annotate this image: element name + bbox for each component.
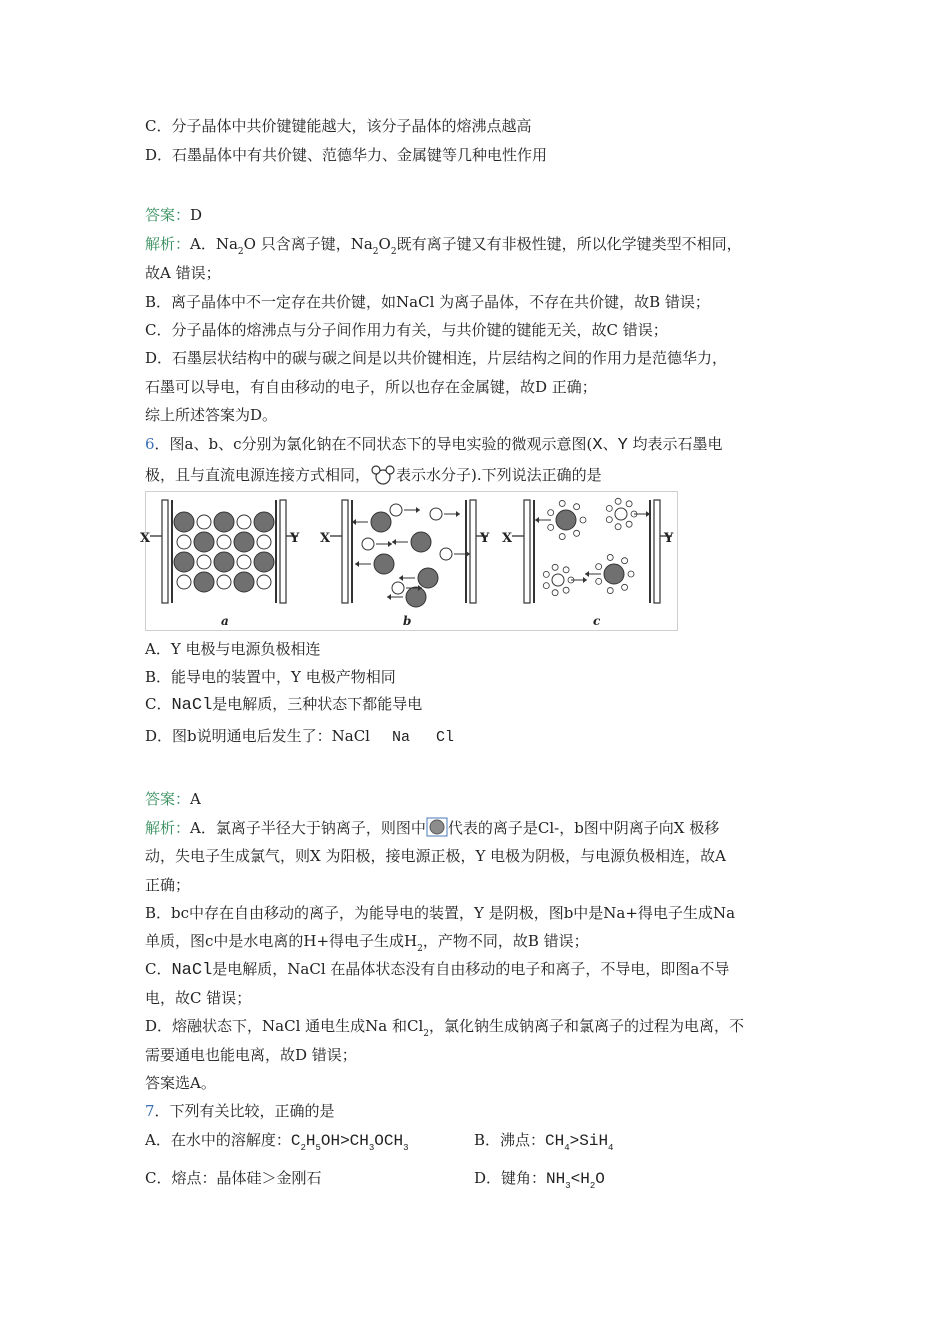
- subscript: 2: [423, 1029, 429, 1039]
- sodium-ion: [217, 575, 231, 589]
- question-number: 7: [145, 1102, 155, 1120]
- subscript: 2: [372, 247, 379, 257]
- q7-option-a: [145, 1130, 409, 1158]
- electrode-left: [162, 500, 168, 603]
- q5-analysis-d-line1: D．石墨层状结构中的碳与碳之间是以共价键相连，片层结构之间的作用力是范德华力，: [145, 349, 728, 367]
- q6-analysis-a-line3: 正确；: [145, 876, 191, 894]
- electrode-label-x: X: [320, 531, 331, 546]
- sub: 4: [608, 1143, 614, 1153]
- figure-canvas: [140, 492, 677, 630]
- q5-analysis-b: B．离子晶体中不一定存在共价键，如NaCl 为离子晶体，不存在共价键，故B 错误；: [145, 293, 710, 311]
- f: H: [305, 1132, 316, 1150]
- q6-option-a: A．Y 电极与电源负极相连: [145, 640, 321, 658]
- water-molecule: [548, 524, 554, 530]
- sodium-ion: [217, 535, 231, 549]
- electrode-label-x: X: [502, 531, 513, 546]
- chloride-ion: [194, 532, 214, 552]
- chloride-ion: [174, 512, 194, 532]
- text: C．: [145, 695, 172, 713]
- electrode-x: X: [592, 436, 603, 455]
- water-molecule: [615, 498, 621, 504]
- sodium-ion: [257, 535, 271, 549]
- arrowhead: [466, 551, 470, 557]
- q6-stem-line2: [145, 464, 602, 486]
- analysis-label: 解析：: [145, 235, 191, 253]
- conductivity-figure: [140, 491, 678, 631]
- sub: 4: [564, 1143, 570, 1153]
- f: NH: [546, 1170, 566, 1188]
- q6-analysis-c-line1: [145, 959, 729, 981]
- electrode-left-wire: [533, 500, 535, 603]
- water-molecule: [548, 510, 554, 516]
- chloride-ion: [254, 552, 274, 572]
- arrowhead: [387, 594, 391, 600]
- chloride-ion: [174, 552, 194, 572]
- q6-stem-line1: [145, 434, 723, 456]
- panel-label-b: b: [403, 614, 412, 628]
- electrode-left: [342, 500, 348, 603]
- chloride-ion: [406, 587, 426, 607]
- f: OH>CH: [320, 1132, 369, 1150]
- chloride-ion: [234, 572, 254, 592]
- sodium-ion: [177, 575, 191, 589]
- q5-analysis-c: C．分子晶体的熔沸点与分子间作用力有关，与共价键的键能无关，故C 错误；: [145, 321, 668, 339]
- electrode-left-wire: [171, 500, 173, 603]
- answer-label: 答案：: [145, 790, 191, 808]
- text: A．氯离子半径大于钠离子，则图中: [190, 819, 426, 837]
- water-molecule: [606, 517, 612, 523]
- electrode-right: [470, 500, 476, 603]
- text: 是电解质，三种状态下都能导电: [212, 695, 423, 713]
- text: 均表示石墨电: [627, 435, 723, 453]
- electrode-label-x: X: [140, 531, 151, 546]
- text: 表示水分子).下列说法正确的是: [396, 466, 602, 484]
- arrowhead: [456, 511, 460, 517]
- sodium-ion: [430, 508, 442, 520]
- chloride-ion: [194, 572, 214, 592]
- q6-option-c: [145, 694, 422, 716]
- sodium-ion: [390, 504, 402, 516]
- electrode-right-wire: [275, 500, 277, 603]
- sub: 3: [565, 1181, 571, 1191]
- sodium-ion: [362, 538, 374, 550]
- sub: 2: [300, 1143, 306, 1153]
- subscript: 2: [390, 247, 397, 257]
- q6-option-b: B．能导电的装置中，Y 电极产物相同: [145, 668, 396, 686]
- q6-analysis-a-line2: 动，失电子生成氯气，则X 为阳极，接电源正极，Y 电极为阴极，与电源负极相连，故A: [145, 847, 726, 865]
- sub: 3: [403, 1143, 409, 1153]
- q7-option-c: C．熔点：晶体硅＞金刚石: [145, 1169, 322, 1187]
- chloride-ion: [604, 564, 624, 584]
- q6-option-d: [145, 726, 454, 748]
- text: ，氯化钠生成钠离子和氯离子的过程为电离，不: [428, 1017, 744, 1035]
- sub: 3: [368, 1143, 375, 1153]
- formula: NaCl: [171, 961, 213, 980]
- water-molecule: [574, 530, 580, 536]
- water-molecule: [559, 500, 565, 506]
- q5-summary: 综上所述答案为D。: [145, 406, 278, 424]
- electrode-left-wire: [351, 500, 353, 603]
- f: CH: [545, 1132, 565, 1150]
- water-molecule: [626, 521, 632, 527]
- formula-d: [546, 1170, 605, 1191]
- q6-summary: 答案选A。: [145, 1074, 216, 1092]
- formula-na: Na: [391, 729, 410, 746]
- arrowhead: [583, 577, 587, 583]
- sodium-ion: [237, 555, 251, 569]
- q5-answer: [145, 205, 202, 225]
- text: D．图b说明通电后发生了：NaCl: [145, 727, 370, 745]
- electrode-label-y: Y: [480, 531, 490, 546]
- chloride-ion: [411, 532, 431, 552]
- f: OCH: [374, 1132, 404, 1150]
- sodium-ion: [615, 508, 627, 520]
- q6-analysis-d-line1: [145, 1016, 744, 1044]
- water-molecule: [563, 567, 569, 573]
- text: 单质，图c中是水电离的H+得电子生成H: [145, 932, 418, 950]
- f: >SiH: [569, 1132, 609, 1150]
- subscript: 2: [417, 944, 423, 954]
- electrode-y: Y: [617, 436, 628, 455]
- water-molecule: [606, 505, 612, 511]
- chloride-ion: [374, 554, 394, 574]
- text: D．熔融状态下，NaCl 通电生成Na 和Cl: [145, 1017, 424, 1035]
- q7-stem: [145, 1101, 335, 1121]
- text: 极，且与直流电源连接方式相同，: [145, 466, 371, 484]
- text: O 只含离子键，Na: [243, 235, 373, 253]
- f: O: [595, 1170, 605, 1188]
- water-molecule: [622, 584, 628, 590]
- arrowhead: [535, 517, 539, 523]
- q5-analysis-a: [145, 234, 742, 262]
- chloride-ion-icon: [426, 817, 448, 837]
- text: ，产物不同，故B 错误；: [422, 932, 589, 950]
- text: 代表的离子是Cl-，b图中阴离子向X 极移: [447, 819, 720, 837]
- chloride-ion: [371, 512, 391, 532]
- analysis-label: 解析：: [145, 819, 191, 837]
- q7-option-b: [474, 1130, 613, 1158]
- chloride-ion: [254, 512, 274, 532]
- text: A．在水中的溶解度：: [145, 1131, 291, 1149]
- q6-analysis-d-line2: 需要通电也能电离，故D 错误；: [145, 1046, 357, 1064]
- water-molecule: [607, 588, 613, 594]
- chloride-ion: [418, 568, 438, 588]
- electrode-right: [280, 500, 286, 603]
- sodium-ion: [392, 582, 404, 594]
- arrowhead: [392, 539, 396, 545]
- text: A．Na: [190, 235, 238, 253]
- formula-a: [290, 1132, 409, 1153]
- sodium-ion: [237, 515, 251, 529]
- sodium-ion: [552, 574, 564, 586]
- text: 、: [602, 435, 618, 453]
- chloride-ion: [214, 512, 234, 532]
- q5-analysis-a-line2: 故A 错误；: [145, 264, 221, 282]
- f: <H: [570, 1170, 590, 1188]
- panel-label-c: c: [593, 614, 601, 628]
- q5-option-c: C．分子晶体中共价键键能越大，该分子晶体的熔沸点越高: [145, 117, 532, 135]
- electrode-right: [654, 500, 660, 603]
- arrowhead: [388, 541, 392, 547]
- arrowhead: [399, 575, 403, 581]
- water-molecule: [615, 524, 621, 530]
- text: 既有离子键又有非极性键，所以化学键类型不相同，: [396, 235, 742, 253]
- water-molecule: [552, 564, 558, 570]
- formula-cl: Cl: [436, 729, 455, 746]
- arrowhead: [355, 561, 359, 567]
- arrowhead: [416, 507, 420, 513]
- question-number: 6: [145, 435, 155, 453]
- water-molecule: [607, 554, 613, 560]
- electrode-left: [524, 500, 530, 603]
- formula-b: [545, 1132, 614, 1153]
- water-molecule: [626, 501, 632, 507]
- water-molecule: [543, 583, 549, 589]
- electrode-label-y: Y: [290, 531, 300, 546]
- q7-option-d: [474, 1168, 605, 1196]
- sodium-ion: [197, 555, 211, 569]
- water-molecule: [628, 571, 634, 577]
- q6-answer: [145, 789, 201, 809]
- electrode-right-wire: [649, 500, 651, 603]
- water-molecule: [559, 534, 565, 540]
- q6-analysis-b-line1: B．bc中存在自由移动的离子，为能导电的装置，Y 是阴极，图b中是Na+得电子生成Na: [145, 904, 736, 922]
- q5-analysis-d-line2: 石墨可以导电，有自由移动的电子，所以也存在金属键，故D 正确；: [145, 378, 597, 396]
- text: 是电解质，NaCl 在晶体状态没有自由移动的电子和离子，不导电，即图a不导: [212, 960, 730, 978]
- water-molecule: [596, 564, 602, 570]
- f: C: [290, 1132, 301, 1150]
- water-molecule: [563, 587, 569, 593]
- water-molecule: [552, 590, 558, 596]
- sodium-ion: [257, 575, 271, 589]
- chloride-ion: [556, 510, 576, 530]
- text: ．图a、b、c分别为氯化钠在不同状态下的导电实验的微观示意图(: [154, 435, 593, 453]
- subscript: 2: [237, 247, 244, 257]
- water-molecule-icon: [370, 464, 396, 486]
- sodium-ion: [197, 515, 211, 529]
- q6-analysis-c-line2: 电，故C 错误；: [145, 989, 252, 1007]
- text: D．键角：: [474, 1169, 547, 1187]
- water-molecule: [543, 571, 549, 577]
- water-molecule: [580, 517, 586, 523]
- water-molecule: [596, 578, 602, 584]
- text: O: [378, 235, 391, 253]
- q6-analysis-b-line2: [145, 931, 589, 959]
- panel-label-a: a: [221, 614, 229, 628]
- q6-analysis-a-line1: [145, 817, 719, 838]
- electrode-label-y: Y: [664, 531, 674, 546]
- chloride-ion: [214, 552, 234, 572]
- answer-value: D: [190, 206, 203, 224]
- water-molecule: [622, 558, 628, 564]
- arrowhead: [585, 571, 589, 577]
- water-molecule: [574, 504, 580, 510]
- formula: NaCl: [171, 696, 213, 715]
- text: ．下列有关比较，正确的是: [154, 1102, 335, 1120]
- answer-label: 答案：: [145, 206, 191, 224]
- chloride-ion: [234, 532, 254, 552]
- text: B．沸点：: [474, 1131, 546, 1149]
- answer-value: A: [190, 790, 201, 808]
- text: C．: [145, 960, 172, 978]
- sub: 2: [589, 1181, 596, 1191]
- q5-option-d: D．石墨晶体中有共价键、范德华力、金属键等几种电性作用: [145, 146, 548, 164]
- sodium-ion: [440, 548, 452, 560]
- sodium-ion: [177, 535, 191, 549]
- sub: 5: [315, 1143, 321, 1153]
